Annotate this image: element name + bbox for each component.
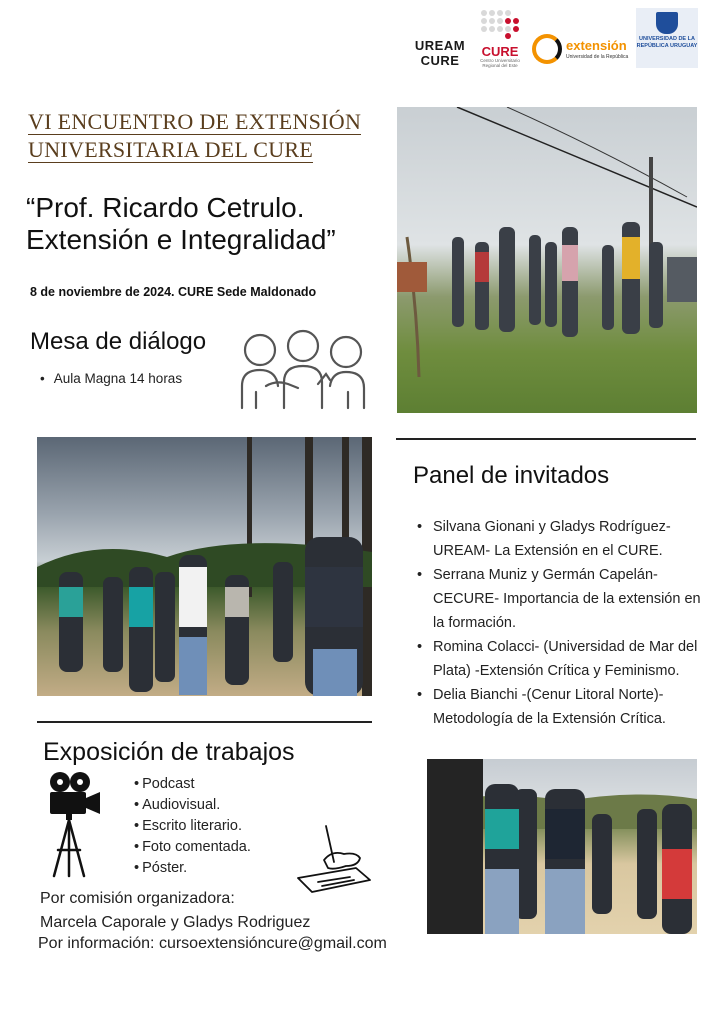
organizers-label: Por comisión organizadora: xyxy=(40,890,235,907)
cure-logo-name: CURE xyxy=(481,44,519,59)
extension-ring-icon xyxy=(532,34,562,64)
udelar-logo xyxy=(636,8,698,68)
mesa-title: Mesa de diálogo xyxy=(30,328,207,355)
panel-item: • Serrana Muniz y Germán Capelán- CECURE- Importancia de la extensión en la formación. xyxy=(415,563,715,635)
extension-logo-sub: Universidad de la República xyxy=(566,54,629,60)
extension-logo xyxy=(530,32,632,68)
cure-logo xyxy=(476,8,524,70)
event-subtitle xyxy=(26,192,396,256)
writing-hand-icon xyxy=(294,822,374,894)
contact-email[interactable]: Por información: cursoextensióncure@gmail.com xyxy=(38,935,387,952)
panel-item: • Romina Colacci- (Universidad de Mar del Plata) -Extensión Crítica y Feminismo. xyxy=(415,635,715,683)
cure-dots-icon xyxy=(478,8,522,40)
expo-list xyxy=(134,774,251,879)
subtitle-line-1: “Prof. Ricardo Cetrulo. xyxy=(26,192,305,223)
udelar-shield-icon xyxy=(656,12,678,34)
panel-item: • Silvana Gionani y Gladys Rodríguez- UREAM- La Extensión en el CURE. xyxy=(415,515,715,563)
expo-item: • Podcast xyxy=(134,774,251,795)
people-dialogue-icon xyxy=(236,328,374,410)
event-title-line-2: UNIVERSITARIA DEL CURE xyxy=(28,137,314,162)
divider-panel xyxy=(396,438,696,440)
photo-group-outdoors xyxy=(397,107,697,413)
cure-logo-sub: Centro Universitario Regional del Este xyxy=(480,58,520,68)
film-camera-icon xyxy=(44,770,102,878)
udelar-logo-text: UNIVERSIDAD DE LA REPÚBLICA URUGUAY xyxy=(636,36,698,49)
expo-item: • Audiovisual. xyxy=(134,795,251,816)
expo-title: Exposición de trabajos xyxy=(43,738,295,766)
divider-expo xyxy=(37,721,372,723)
event-title-line-1: VI ENCUENTRO DE EXTENSIÓN xyxy=(28,109,362,134)
uream-cure-logo: UREAM CURE xyxy=(414,38,466,68)
mesa-item-text: Aula Magna 14 horas xyxy=(53,371,183,386)
photo-group-dunes xyxy=(427,759,697,934)
expo-item: • Foto comentada. xyxy=(134,837,251,858)
extension-logo-word: extensión xyxy=(566,38,627,53)
panel-item: • Delia Bianchi -(Cenur Litoral Norte)- Metodología de la Extensión Crítica. xyxy=(415,683,715,731)
panel-list xyxy=(415,515,715,731)
mesa-item xyxy=(40,371,182,386)
date-location: 8 de noviembre de 2024. CURE Sede Maldonado xyxy=(30,285,317,299)
organizers-names: Marcela Caporale y Gladys Rodriguez xyxy=(40,914,311,931)
expo-item: • Escrito literario. xyxy=(134,816,251,837)
subtitle-line-2: Extensión e Integralidad” xyxy=(26,224,336,255)
panel-title: Panel de invitados xyxy=(413,462,610,489)
expo-item: • Póster. xyxy=(134,858,251,879)
photo-group-forest xyxy=(37,437,372,696)
event-title xyxy=(28,108,388,164)
